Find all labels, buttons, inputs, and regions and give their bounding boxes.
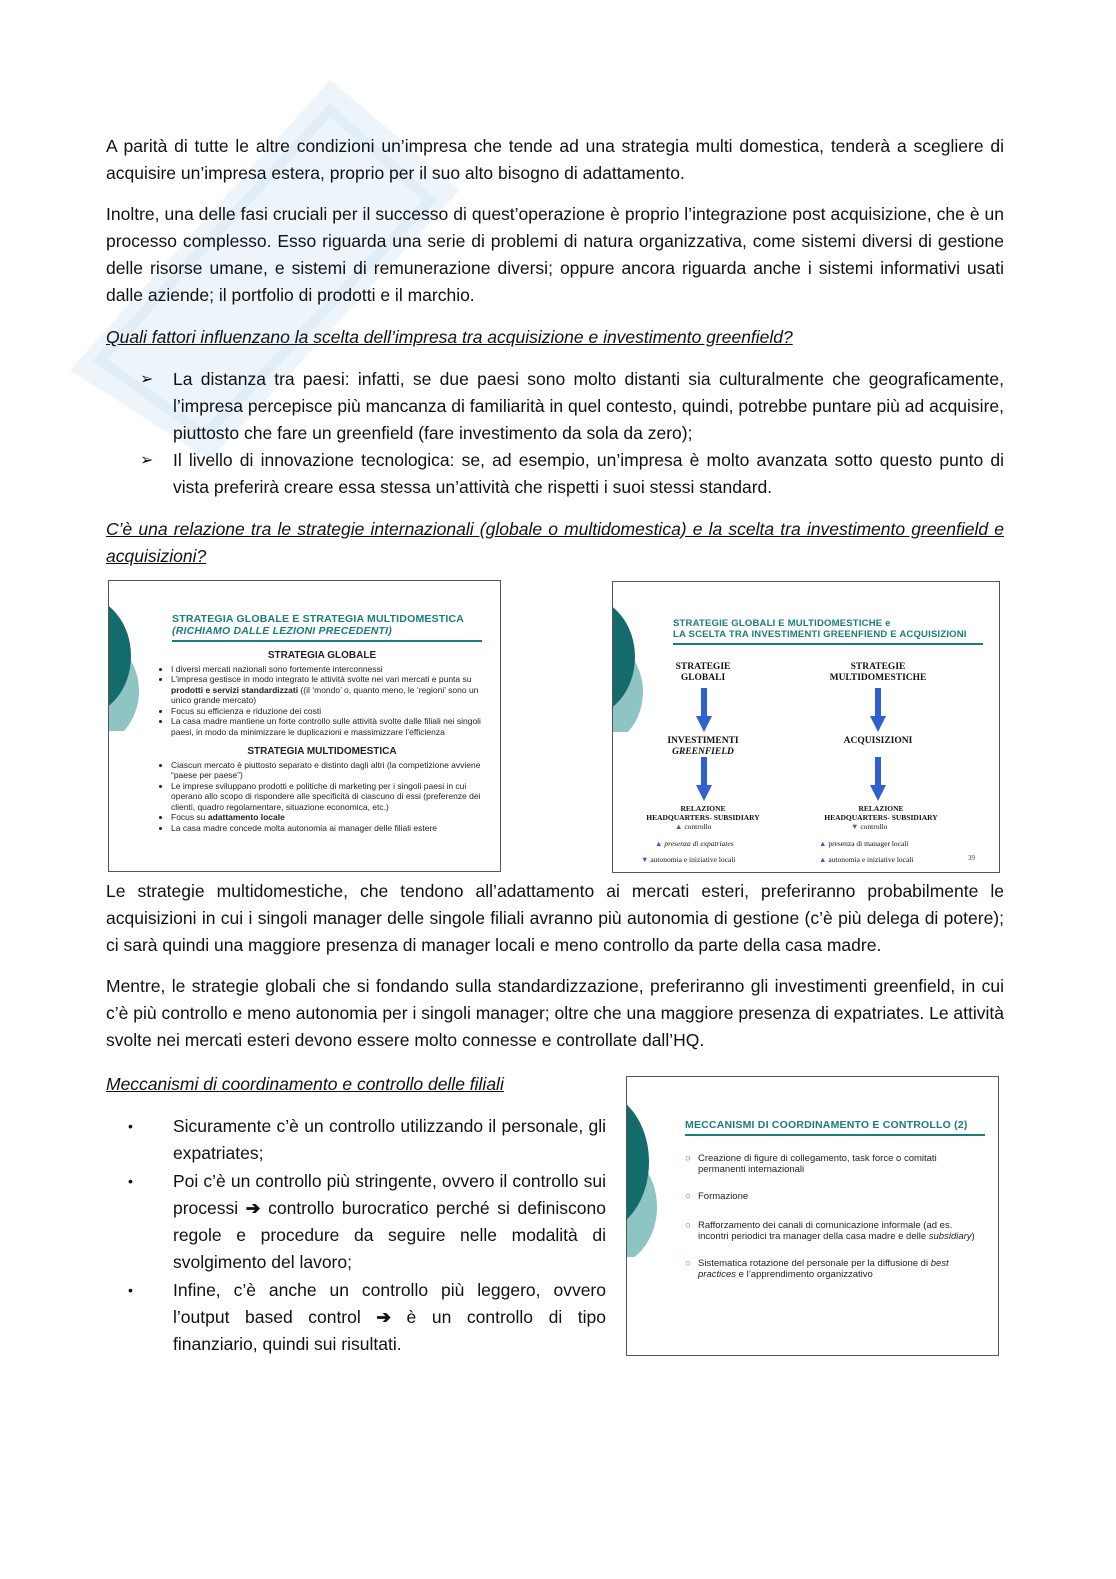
circle-bullet-icon: ○ — [685, 1258, 691, 1269]
list-item: • I diversi mercati nazionali sono fortemente interconnessi — [171, 664, 487, 675]
question-heading-3: Meccanismi di coordinamento e controllo delle filiali — [106, 1074, 504, 1094]
down-arrow-icon — [870, 688, 886, 732]
up-arrow-icon: ▲ — [655, 839, 663, 848]
list-item: • Ciascun mercato è piuttosto separato e distinto dagli altri (la competizione avviene “paese per paese”) — [171, 760, 487, 781]
bullet-text: Poi c’è un controllo più stringente, ovvero il controllo sui processi ➔ controllo burocratico perché si definiscono regole e procedure da seguire nelle modalità di svolgimento del lavoro; — [173, 1171, 606, 1272]
presenza-up-right: ▲ presenza di manager locali — [819, 839, 909, 848]
paragraph-4: Mentre, le strategie globali che si fondando sulla standardizzazione, preferiranno gli investimenti greenfield, in cui c’è più controllo e meno autonomia per i singoli manager; oltre che una maggiore presenza di expatriates. Le attività svolte nei mercati esteri devono essere molto connesse e controllate dall’HQ. — [106, 976, 1004, 1050]
slide-meccanismi-controllo — [626, 1076, 999, 1356]
section-heading: STRATEGIA GLOBALE — [267, 650, 377, 661]
bullet-text: Sicuramente c’è un controllo utilizzando il personale, gli expatriates; — [173, 1116, 606, 1163]
down-arrow-icon — [870, 757, 886, 801]
bullet-item — [128, 1168, 606, 1276]
bullet-text: Il livello di innovazione tecnologica: se, ad esempio, un’impresa è molto avanzata sotto questo punto di vista preferirà creare essa stessa un’attività che rispetti i suoi stessi standard. — [173, 450, 1004, 497]
list-item: • Le imprese sviluppano prodotti e politiche di marketing per i singoli paesi in cui operano allo scopo di rispondere alle specificità di ciascuno di essi (preferenze dei clienti, quadro regolamentare, situazione economica, etc.) — [171, 781, 487, 813]
slide-divider — [673, 643, 983, 645]
slide-strategia-globale — [108, 580, 501, 872]
paragraph-3: Le strategie multidomestiche, che tendono all’adattamento ai mercati esteri, preferiranno probabilmente le acquisizioni in cui i singoli manager delle singole filiali avranno più autonomia di gestione (c’è più delega di potere); ci sarà quindi una maggiore presenza di manager locali e meno controllo da parte della casa madre. — [106, 881, 1004, 955]
bullet-item — [140, 366, 1004, 447]
autonomia-down-left: ▼ autonomia e iniziative locali — [641, 855, 736, 864]
down-arrow-icon — [696, 757, 712, 801]
autonomia-up-right: ▲ autonomia e iniziative locali — [819, 855, 914, 864]
slide-title: STRATEGIA GLOBALE E STRATEGIA MULTIDOMESTICA — [172, 613, 465, 625]
list-item: • La casa madre mantiene un forte controllo sulle attività svolte dalle filiali nei singoli paesi, in modo da minimizzare le duplicazioni e massimizzare l’efficienza — [171, 716, 487, 737]
up-arrow-icon: ▲ — [819, 855, 827, 864]
circle-bullet-icon: ○ — [685, 1191, 691, 1202]
label-acquisizioni: ACQUISIZIONI — [843, 736, 913, 746]
up-arrow-icon: ▲ — [675, 822, 683, 831]
bullet-text: Infine, c’è anche un controllo più leggero, ovvero l’output based control ➔ è un controllo di tipo finanziario, quindi sui risultati. — [173, 1280, 606, 1354]
arrow-bullet-icon: ➢ — [140, 371, 154, 388]
right-arrow-icon: ➔ — [245, 1198, 261, 1218]
down-arrow-icon — [696, 688, 712, 732]
paragraph-2: Inoltre, una delle fasi cruciali per il successo di quest’operazione è proprio l’integrazione post acquisizione, che è un processo complesso. Esso riguarda una serie di problemi di natura organizzativa, come sistemi diversi di gestione delle risorse umane, e sistemi di remunerazione diversi; oppure ancora riguarda anche i sistemi informativi usati dalle aziende; il portfolio di prodotti e il marchio. — [106, 204, 1004, 305]
up-arrow-icon: ▲ — [819, 839, 827, 848]
slide-page-number: 39 — [968, 854, 975, 862]
list-item: • Focus su adattamento locale — [171, 812, 487, 823]
slide-decoration — [612, 602, 653, 732]
circle-bullet-icon: ○ — [685, 1220, 691, 1231]
label-investimenti-greenfield: INVESTIMENTI GREENFIELD — [667, 736, 739, 757]
slide-divider — [172, 640, 482, 642]
label-relazione-right: RELAZIONE HEADQUARTERS- SUBSIDIARY — [824, 804, 938, 822]
slide-decoration — [626, 1097, 667, 1257]
label-relazione-left: RELAZIONE HEADQUARTERS- SUBSIDIARY — [646, 804, 760, 822]
question-heading-1: Quali fattori influenzano la scelta dell’impresa tra acquisizione e investimento greenfield? — [106, 327, 793, 347]
bullet-text: La distanza tra paesi: infatti, se due paesi sono molto distanti sia culturalmente che geograficamente, l’impresa percepisce più mancanza di familiarità in quel contesto, quindi, potrebbe puntare più ad acquisire, piuttosto che fare un greenfield (fare investimento da sola da zero); — [173, 369, 1004, 443]
slide-divider — [685, 1134, 985, 1136]
list-item: • L’impresa gestisce in modo integrato le attività svolte nei vari mercati e punta su prodotti e servizi standardizzati ((il ‘mondo’ o, quanto meno, le ‘regioni’ sono un unico grande mercato) — [171, 674, 487, 706]
list-item: • La casa madre concede molta autonomia ai manager delle filiali estere — [171, 823, 487, 834]
bullet-item — [140, 447, 1004, 501]
arrow-bullet-icon: ➢ — [140, 452, 154, 469]
slide-title: STRATEGIE GLOBALI E MULTIDOMESTICHE e — [673, 618, 891, 629]
label-strategie-multidomestiche: STRATEGIE MULTIDOMESTICHE — [829, 662, 927, 683]
presenza-up-left: ▲ presenza di expatriates — [655, 839, 734, 848]
slide-subtitle: (RICHIAMO DALLE LEZIONI PRECEDENTI) — [172, 625, 392, 637]
bullet-item — [128, 1277, 606, 1358]
bullet-dot-icon: • — [128, 1118, 133, 1134]
section-heading: STRATEGIA MULTIDOMESTICA — [247, 746, 397, 757]
paragraph-1: A parità di tutte le altre condizioni un’impresa che tende ad una strategia multi domestica, tenderà a scegliere di acquisire un’impresa estera, proprio per il suo alto bisogno di adattamento. — [106, 136, 1004, 183]
bullet-item — [128, 1113, 606, 1167]
down-arrow-icon: ▼ — [641, 855, 649, 864]
slide-decoration — [108, 601, 149, 731]
right-arrow-icon: ➔ — [376, 1307, 391, 1327]
list-item: • Focus su efficienza e riduzione dei costi — [171, 706, 487, 717]
question-heading-2: C’è una relazione tra le strategie internazionali (globale o multidomestica) e la scelta tra investimento greenfield e acquisizioni? — [106, 519, 1004, 566]
slide-title: MECCANISMI DI COORDINAMENTO E CONTROLLO (2) — [685, 1119, 968, 1131]
list-item: ○ Creazione di figure di collegamento, task force o comitati permanenti internazionali — [685, 1153, 937, 1175]
bullet-dot-icon: • — [128, 1282, 133, 1298]
controllo-up-left: ▲ controllo — [675, 822, 712, 831]
controllo-down-right: ▼ controllo — [851, 822, 888, 831]
list-item: ○ Formazione — [685, 1191, 749, 1202]
list-item: ○ Sistematica rotazione del personale per la diffusione di best practices e l’apprendimento organizzativo — [685, 1258, 949, 1280]
bullet-dot-icon: • — [128, 1173, 133, 1189]
slide-subtitle: LA SCELTA TRA INVESTIMENTI GREENFIEND E ACQUISIZIONI — [673, 629, 967, 640]
circle-bullet-icon: ○ — [685, 1153, 691, 1164]
slide-greenfield-acquisizioni — [612, 581, 1000, 873]
list-item: ○ Rafforzamento dei canali di comunicazione informale (ad es. incontri periodici tra manager della casa madre e delle subsidiary) — [685, 1220, 975, 1242]
down-arrow-icon: ▼ — [851, 822, 859, 831]
label-strategie-globali: STRATEGIE GLOBALI — [675, 662, 731, 683]
